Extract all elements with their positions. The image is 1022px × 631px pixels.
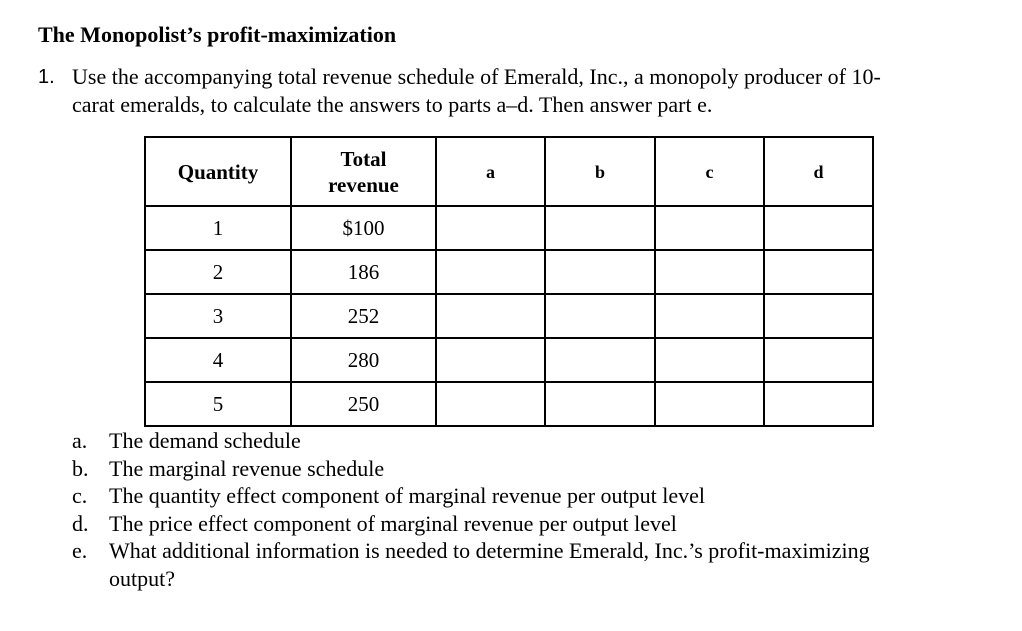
list-item: [72, 482, 870, 510]
list-item: [72, 455, 870, 483]
cell-b: [545, 294, 655, 338]
cell-d: [764, 338, 873, 382]
cell-d: [764, 250, 873, 294]
cell-quantity: 2: [145, 250, 291, 294]
header-quantity: Quantity: [145, 137, 291, 206]
list-item: [72, 510, 870, 538]
cell-a: [436, 250, 545, 294]
cell-b: [545, 338, 655, 382]
part-text: The price effect component of marginal revenue per output level: [109, 510, 677, 536]
cell-total-revenue: 252: [291, 294, 436, 338]
part-text: The marginal revenue schedule: [109, 455, 385, 481]
cell-b: [545, 206, 655, 250]
question-number: 1.: [38, 66, 55, 88]
cell-d: [764, 382, 873, 426]
cell-c: [655, 382, 764, 426]
cell-d: [764, 206, 873, 250]
cell-c: [655, 294, 764, 338]
cell-b: [545, 250, 655, 294]
header-c: c: [655, 137, 764, 206]
header-a: a: [436, 137, 545, 206]
table-row: [145, 206, 873, 250]
table-row: [145, 294, 873, 338]
list-item: [72, 427, 870, 455]
question-text-line: Use the accompanying total revenue schedule of Emerald, Inc., a monopoly producer of 10-: [72, 64, 881, 89]
table-row: [145, 250, 873, 294]
cell-quantity: 1: [145, 206, 291, 250]
cell-a: [436, 206, 545, 250]
list-item: [72, 537, 870, 592]
cell-a: [436, 338, 545, 382]
part-label: d.: [72, 510, 89, 536]
part-label: e.: [72, 538, 88, 563]
cell-total-revenue: 280: [291, 338, 436, 382]
revenue-schedule-table: [144, 136, 874, 427]
cell-a: [436, 294, 545, 338]
header-d: d: [764, 137, 873, 206]
part-text: output?: [109, 565, 175, 591]
part-label: a.: [72, 428, 88, 453]
cell-c: [655, 250, 764, 294]
question-text: [72, 63, 972, 119]
cell-quantity: 3: [145, 294, 291, 338]
cell-total-revenue: 250: [291, 382, 436, 426]
cell-d: [764, 294, 873, 338]
header-total-revenue-line2: revenue: [328, 172, 399, 197]
part-text: The quantity effect component of marginal revenue per output level: [109, 483, 706, 508]
parts-list: [72, 427, 870, 592]
cell-total-revenue: 186: [291, 250, 436, 294]
header-total-revenue-line1: Total: [340, 146, 387, 171]
question-text-line: carat emeralds, to calculate the answers to parts a–d. Then answer part e.: [72, 92, 713, 117]
header-total-revenue: [291, 137, 436, 206]
part-label: b.: [72, 455, 89, 481]
part-text: What additional information is needed to determine Emerald, Inc.’s profit-maximizing: [109, 538, 870, 563]
part-label: c.: [72, 483, 88, 508]
table-row: [145, 338, 873, 382]
cell-quantity: 4: [145, 338, 291, 382]
cell-c: [655, 206, 764, 250]
cell-c: [655, 338, 764, 382]
cell-total-revenue: $100: [291, 206, 436, 250]
table-row: [145, 382, 873, 426]
header-b: b: [545, 137, 655, 206]
cell-b: [545, 382, 655, 426]
page-title: The Monopolist’s profit-maximization: [38, 22, 397, 47]
part-text: The demand schedule: [109, 428, 301, 453]
cell-quantity: 5: [145, 382, 291, 426]
cell-a: [436, 382, 545, 426]
table-header-row: [145, 137, 873, 206]
